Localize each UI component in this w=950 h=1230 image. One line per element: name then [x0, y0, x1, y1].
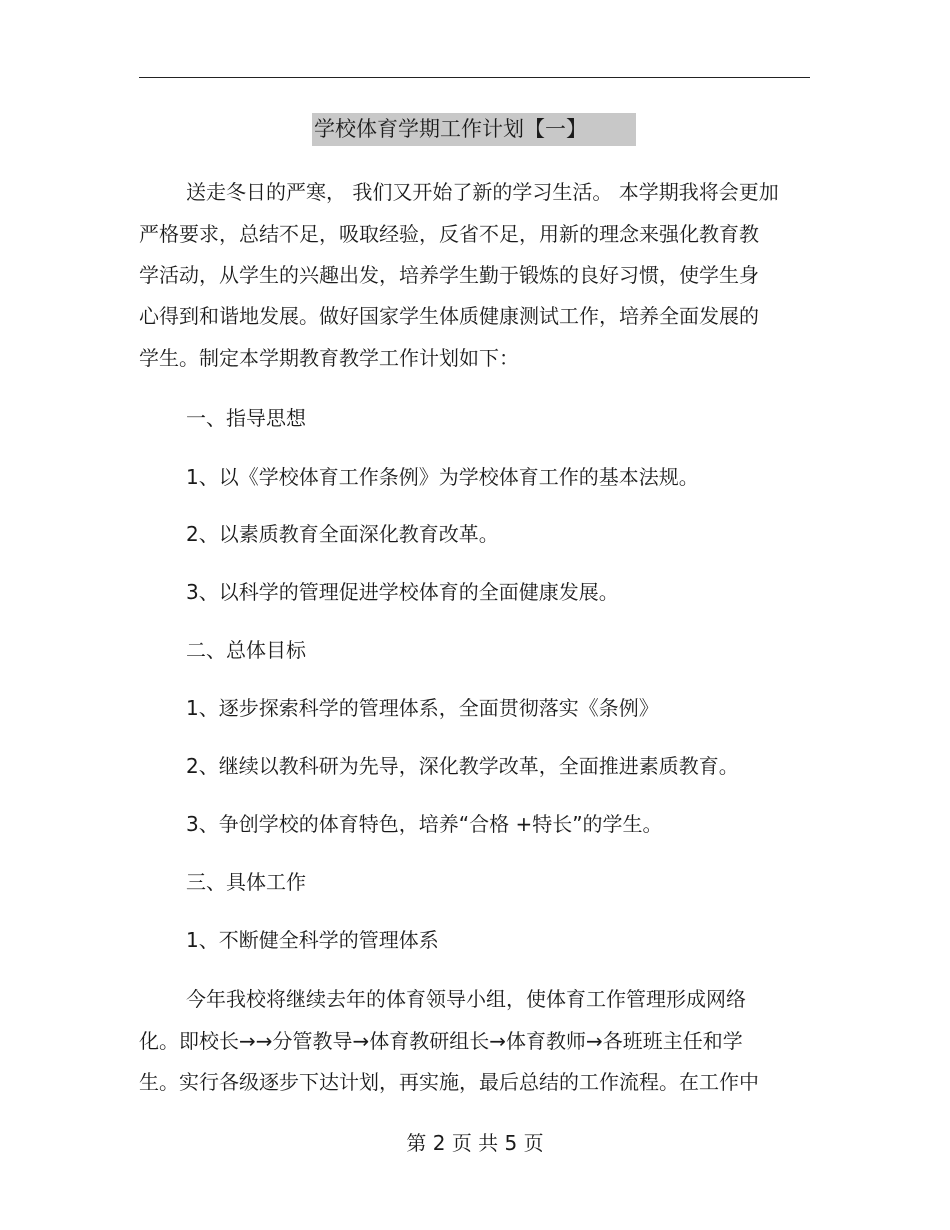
list-item: 1、以《学校体育工作条例》为学校体育工作的基本法规。	[186, 465, 699, 489]
intro-line: 学活动，从学生的兴趣出发，培养学生勤于锻炼的良好习惯，使学生身	[139, 263, 759, 287]
section-heading: 三、具体工作	[186, 870, 306, 894]
intro-line: 严格要求，总结不足，吸取经验，反省不足，用新的理念来强化教育教	[139, 222, 759, 246]
page-number: 第 2 页 共 5 页	[406, 1131, 544, 1155]
body-line: 化。即校长→→分管教导→体育教研组长→体育教师→各班班主任和学	[139, 1029, 743, 1053]
document-title: 学校体育学期工作计划【一】	[312, 113, 636, 146]
section-heading: 一、指导思想	[186, 406, 306, 430]
list-item: 1、逐步探索科学的管理体系，全面贯彻落实《条例》	[186, 696, 659, 720]
intro-line: 学生。制定本学期教育教学工作计划如下：	[139, 346, 519, 370]
body-line: 生。实行各级逐步下达计划，再实施，最后总结的工作流程。在工作中	[139, 1070, 759, 1094]
intro-line: 心得到和谐地发展。做好国家学生体质健康测试工作，培养全面发展的	[139, 304, 759, 328]
list-item: 3、争创学校的体育特色，培养“合格 +特长”的学生。	[186, 812, 663, 836]
intro-line: 送走冬日的严寒， 我们又开始了新的学习生活。 本学期我将会更加	[186, 180, 779, 204]
list-item: 2、继续以教科研为先导，深化教学改革，全面推进素质教育。	[186, 754, 739, 778]
body-line: 今年我校将继续去年的体育领导小组，使体育工作管理形成网络	[186, 987, 746, 1011]
section-heading: 二、总体目标	[186, 638, 306, 662]
list-item: 1、不断健全科学的管理体系	[186, 928, 439, 952]
list-item: 3、以科学的管理促进学校体育的全面健康发展。	[186, 580, 619, 604]
list-item: 2、以素质教育全面深化教育改革。	[186, 522, 499, 546]
header-rule	[139, 77, 810, 78]
